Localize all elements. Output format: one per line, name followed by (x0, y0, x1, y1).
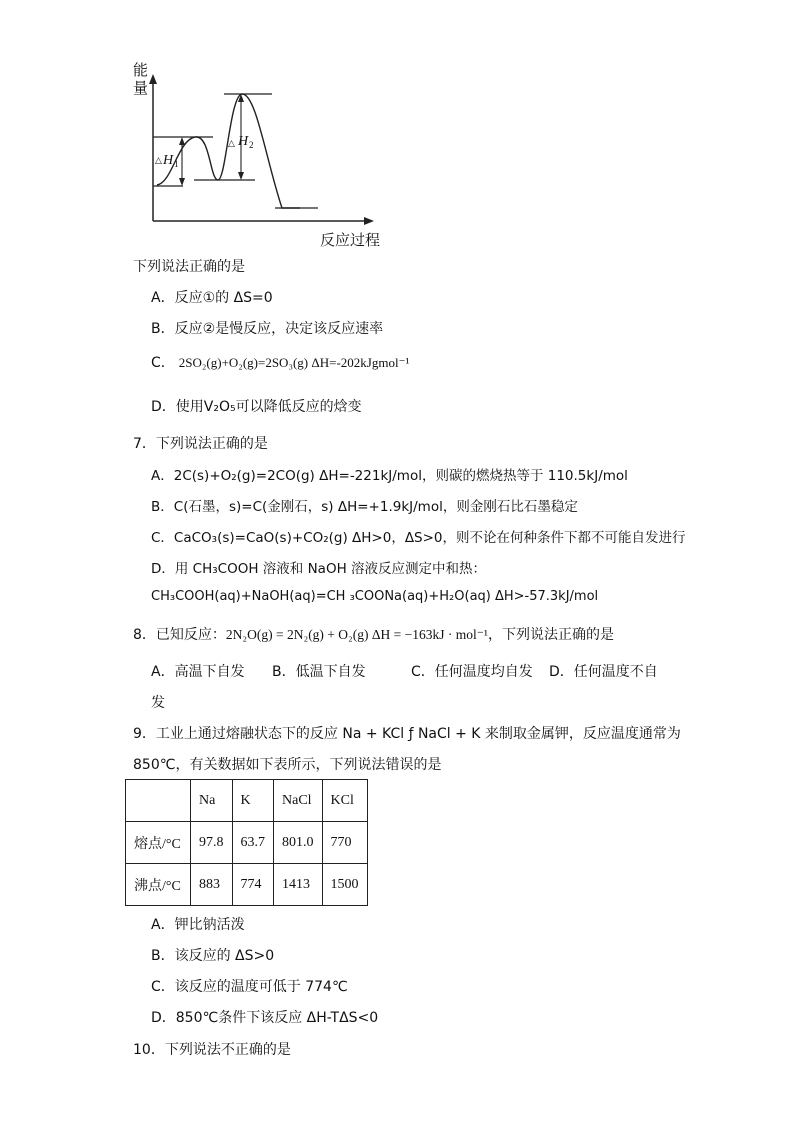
dh1-arrow-head-down (179, 178, 185, 186)
dh1-arrow-head-up (179, 137, 185, 145)
table-header-cell: K (232, 780, 274, 822)
q9-option-b: B．该反应的 ΔS>0 (151, 948, 275, 964)
y-axis-arrow (149, 74, 157, 84)
table-header-row (126, 780, 368, 822)
q9-option-a: A．钾比钠活泼 (151, 917, 245, 933)
x-axis-arrow (364, 217, 374, 225)
table-header-cell (126, 780, 191, 822)
table-cell: 801.0 (274, 822, 323, 864)
table-cell: 熔点/°C (126, 822, 191, 864)
q7-option-b: B．C(石墨，s)=C(金刚石，s) ΔH=+1.9kJ/mol，则金刚石比石墨稳定 (151, 499, 578, 515)
q7-option-a: A．2C(s)+O₂(g)=2CO(g) ΔH=-221kJ/mol，则碳的燃烧热等于 110.5kJ/mol (151, 468, 628, 484)
table-row (126, 864, 368, 906)
table-cell: 97.8 (191, 822, 233, 864)
data-table (125, 779, 368, 906)
dh2-H: H (238, 134, 249, 149)
q9-stem-line1: 9．工业上通过熔融状态下的反应 Na + KCl ƒ NaCl + K 来制取金属钾，反应温度通常为 (133, 726, 681, 742)
q6-option-d: D．使用V₂O₅可以降低反应的焓变 (151, 399, 362, 415)
q9-stem-line2: 850℃，有关数据如下表所示，下列说法错误的是 (133, 757, 442, 773)
dh1-sub: 1 (174, 159, 179, 169)
table-header-cell: NaCl (274, 780, 323, 822)
q6-option-a: A．反应①的 ΔS=0 (151, 290, 273, 306)
table-cell: 1413 (274, 864, 323, 906)
dh1-delta: △ (155, 156, 162, 166)
energy-diagram (0, 0, 794, 260)
dh2-arrow-head-up (238, 94, 244, 102)
dh1-H: H (163, 153, 174, 168)
q7-option-d-equation: CH₃COOH(aq)+NaOH(aq)=CH ₃COONa(aq)+H₂O(aq) ΔH>-57.3kJ/mol (151, 589, 599, 604)
table-cell: 883 (191, 864, 233, 906)
table-cell: 63.7 (232, 822, 274, 864)
q8-option-b: B．低温下自发 (272, 664, 366, 680)
table-cell: 沸点/°C (126, 864, 191, 906)
q8-option-d-wrap: 发 (151, 695, 165, 711)
q8-option-d: D．任何温度不自 (549, 664, 658, 680)
q8-equation: 2N₂O(g) = 2N₂(g) + O₂(g) ΔH = −163kJ · mol⁻¹ (225, 627, 488, 642)
y-axis-label-1: 能 (133, 61, 149, 79)
table-cell: 1500 (322, 864, 367, 906)
table-cell: 770 (322, 822, 367, 864)
q6-option-c-label: C． (151, 355, 175, 371)
y-axis-label-2: 量 (133, 79, 149, 97)
q6-option-c-formula: 2SO₂(g)+O₂(g)=2SO₃(g) ΔH=-202kJgmol⁻¹ (178, 355, 410, 370)
q6-option-b: B．反应②是慢反应，决定该反应速率 (151, 321, 384, 337)
q6-option-c (151, 352, 409, 372)
table-header-cell: KCl (322, 780, 367, 822)
energy-curve (157, 94, 300, 208)
table-header-cell: Na (191, 780, 233, 822)
q10-stem: 10．下列说法不正确的是 (133, 1042, 291, 1058)
q8-option-a: A．高温下自发 (151, 664, 245, 680)
q7-option-c: C．CaCO₃(s)=CaO(s)+CO₂(g) ΔH>0，ΔS>0，则不论在何种条件下都不可能自发进行 (151, 530, 686, 546)
q8-stem-post: ，下列说法正确的是 (487, 627, 614, 643)
q8-stem-pre: 8．已知反应： (133, 627, 226, 643)
q9-option-d: D．850℃条件下该反应 ΔH-TΔS<0 (151, 1010, 379, 1026)
dh2-delta: △ (228, 139, 235, 149)
x-axis-label: 反应过程 (320, 231, 381, 249)
q9-option-c: C．该反应的温度可低于 774℃ (151, 979, 348, 995)
dh2-arrow-head-down (238, 172, 244, 180)
q8-option-c: C．任何温度均自发 (411, 664, 533, 680)
q7-stem: 7．下列说法正确的是 (133, 436, 268, 452)
q7-option-d: D．用 CH₃COOH 溶液和 NaOH 溶液反应测定中和热： (151, 561, 487, 577)
table-cell: 774 (232, 864, 274, 906)
q6-prompt: 下列说法正确的是 (133, 259, 245, 275)
table-row (126, 822, 368, 864)
dh2-sub: 2 (249, 140, 254, 150)
q8-stem (133, 624, 614, 644)
